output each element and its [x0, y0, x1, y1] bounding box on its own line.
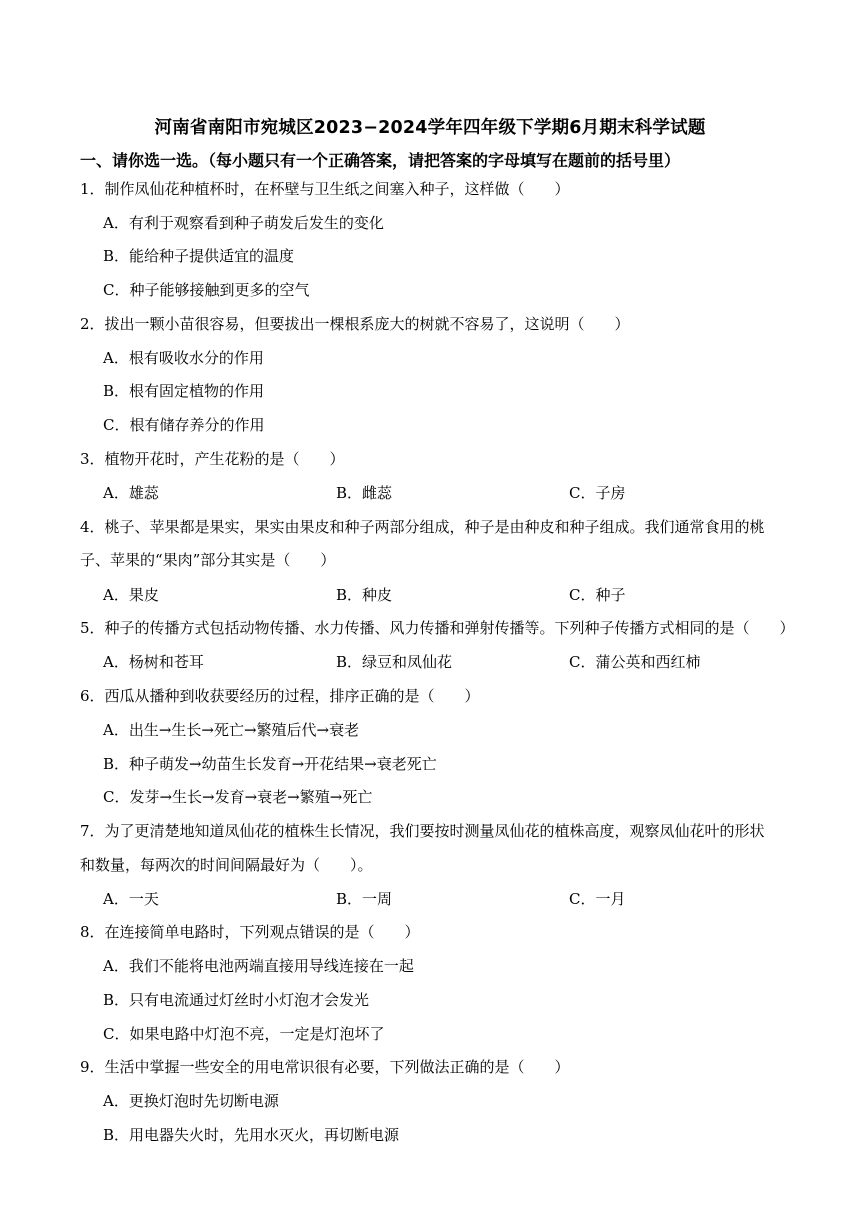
question-2-option-c[interactable]: C．根有储存养分的作用: [103, 416, 265, 434]
question-4-line-2: 子、苹果的“果肉”部分其实是（ ）: [80, 551, 336, 569]
question-3-option-c[interactable]: C．子房: [569, 484, 626, 502]
question-4-option-c[interactable]: C．种子: [569, 586, 626, 604]
question-7-option-a[interactable]: A．一天: [103, 890, 159, 908]
question-9: 9．生活中掌握一些安全的用电常识很有必要，下列做法正确的是（ ）: [80, 1058, 570, 1076]
question-4-line-1: 4．桃子、苹果都是果实，果实由果皮和种子两部分组成，种子是由种皮和种子组成。我们通常食用的桃: [80, 518, 765, 536]
question-7-option-b[interactable]: B．一周: [336, 890, 393, 908]
question-6-option-a[interactable]: A．出生→生长→死亡→繁殖后代→衰老: [103, 721, 360, 739]
question-8-option-b[interactable]: B．只有电流通过灯丝时小灯泡才会发光: [103, 991, 370, 1009]
question-1: 1．制作凤仙花种植杯时，在杯壁与卫生纸之间塞入种子，这样做（ ）: [80, 180, 570, 198]
question-5-option-c[interactable]: C．蒲公英和西红柿: [569, 653, 701, 671]
question-9-option-a[interactable]: A．更换灯泡时先切断电源: [103, 1092, 279, 1110]
question-3: 3．植物开花时，产生花粉的是（ ）: [80, 450, 345, 468]
question-2-option-b[interactable]: B．根有固定植物的作用: [103, 382, 265, 400]
section-heading: 一、请你选一选。（每小题只有一个正确答案，请把答案的字母填写在题前的括号里）: [80, 151, 681, 170]
question-4-option-a[interactable]: A．果皮: [103, 586, 159, 604]
question-4-option-b[interactable]: B．种皮: [336, 586, 393, 604]
question-2-option-a[interactable]: A．根有吸收水分的作用: [103, 349, 264, 367]
question-5-option-a[interactable]: A．杨树和苍耳: [103, 653, 204, 671]
question-6-option-c[interactable]: C．发芽→生长→发育→衰老→繁殖→死亡: [103, 788, 373, 806]
question-6: 6．西瓜从播种到收获要经历的过程，排序正确的是（ ）: [80, 687, 480, 705]
question-7-line-1: 7．为了更清楚地知道凤仙花的植株生长情况，我们要按时测量凤仙花的植株高度，观察凤仙花叶的形状: [80, 822, 765, 840]
question-8: 8．在连接简单电路时，下列观点错误的是（ ）: [80, 923, 420, 941]
question-3-option-a[interactable]: A．雄蕊: [103, 484, 159, 502]
question-7-line-2: 和数量，每两次的时间间隔最好为（ ）。: [80, 856, 373, 874]
question-1-option-b[interactable]: B．能给种子提供适宜的温度: [103, 247, 295, 265]
question-5-option-b[interactable]: B．绿豆和凤仙花: [336, 653, 453, 671]
question-6-option-b[interactable]: B．种子萌发→幼苗生长发育→开花结果→衰老死亡: [103, 755, 437, 773]
question-8-option-a[interactable]: A．我们不能将电池两端直接用导线连接在一起: [103, 957, 414, 975]
page-title: 河南省南阳市宛城区2023−2024学年四年级下学期6月期末科学试题: [154, 118, 706, 138]
question-9-option-b[interactable]: B．用电器失火时，先用水灭火，再切断电源: [103, 1126, 400, 1144]
question-5: 5．种子的传播方式包括动物传播、水力传播、风力传播和弹射传播等。下列种子传播方式相同的是（ ）: [80, 619, 795, 637]
question-2: 2．拔出一颗小苗很容易，但要拔出一棵根系庞大的树就不容易了，这说明（ ）: [80, 315, 630, 333]
question-1-option-a[interactable]: A．有利于观察看到种子萌发后发生的变化: [103, 214, 384, 232]
question-1-option-c[interactable]: C．种子能够接触到更多的空气: [103, 281, 310, 299]
question-7-option-c[interactable]: C．一月: [569, 890, 626, 908]
question-8-option-c[interactable]: C．如果电路中灯泡不亮，一定是灯泡坏了: [103, 1025, 385, 1043]
question-3-option-b[interactable]: B．雌蕊: [336, 484, 393, 502]
